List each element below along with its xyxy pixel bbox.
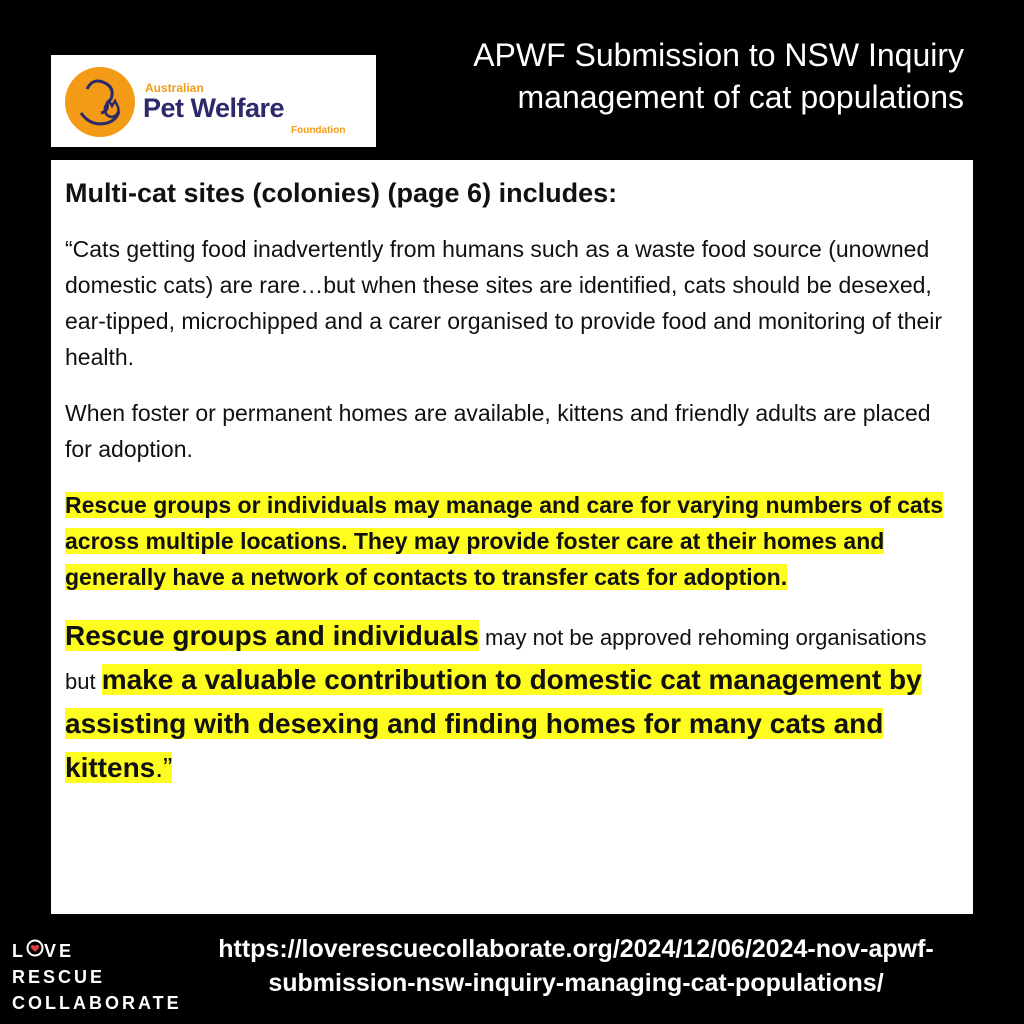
quote-paragraph-2: When foster or permanent homes are available, kittens and friendly adults are placed for adoption. (65, 400, 931, 462)
love-rescue-collaborate-logo (12, 938, 182, 1016)
content-panel (51, 160, 973, 914)
highlighted-paragraph (65, 487, 955, 595)
brand-line-rescue: RESCUE (12, 967, 106, 987)
highlight-valuable-contribution: make a valuable contribution to domestic cat management by assisting with desexing and finding homes for many cats and kittens (65, 664, 922, 783)
logo-text-pet-welfare: Pet Welfare (143, 93, 285, 123)
brand-line-collaborate: COLLABORATE (12, 993, 182, 1013)
mixed-paragraph (65, 615, 955, 791)
highlight-rescue-groups: Rescue groups and individuals (65, 620, 479, 651)
brand-letters-ve: VE (44, 941, 75, 961)
apwf-logo (51, 55, 376, 147)
pet-welfare-icon (65, 67, 135, 137)
section-heading: Multi-cat sites (colonies) (page 6) includes: (65, 178, 618, 208)
highlighted-paragraph-text: Rescue groups or individuals may manage and care for varying numbers of cats across multiple locations. They may provide foster care at their homes and generally have a network of contacts to transfer cats for adoption. (65, 492, 944, 590)
brand-letter-l: L (12, 941, 26, 961)
logo-text-foundation: Foundation (291, 125, 346, 136)
page-title: APWF Submission to NSW Inquiry management of cat populations (473, 37, 964, 115)
plain-text-rehoming: may not be approved rehoming organisations but (65, 625, 927, 694)
logo-text-australian: Australian (145, 81, 204, 95)
quote-paragraph-1: “Cats getting food inadvertently from humans such as a waste food source (unowned domestic cats) are rare…but when these sites are identified, cats should be desexed, ear-tipped, microchipped and a carer organised to provide food and monitoring of their health. (65, 236, 943, 370)
source-url[interactable]: https://loverescuecollaborate.org/2024/12/06/2024-nov-apwf-submission-nsw-inquiry-managing-cat-populations/ (218, 935, 934, 997)
closing-quote: .” (155, 752, 173, 783)
heart-icon (26, 939, 44, 957)
